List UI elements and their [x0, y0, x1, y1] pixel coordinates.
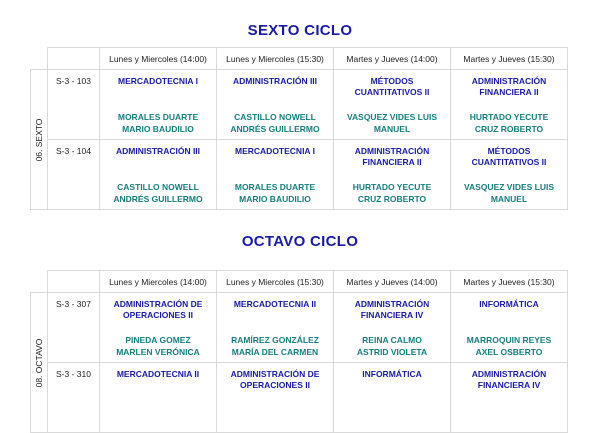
schedule-cell [100, 70, 217, 140]
course-line: OPERACIONES II [240, 380, 310, 390]
course-line: MERCADOTECNIA II [233, 299, 317, 309]
schedule-cell [217, 363, 334, 433]
course-line: MERCADOTECNIA I [235, 146, 315, 156]
course-line: CUANTITATIVOS II [471, 157, 547, 167]
course-name [100, 299, 216, 321]
teacher-line: MARROQUIN REYES [466, 335, 552, 345]
schedule-table-sexto [30, 47, 568, 210]
teacher-name [100, 111, 216, 135]
course-line: ADMINISTRACIÓN III [232, 76, 318, 86]
teacher-line: MANUEL [490, 194, 528, 204]
header-cell: Martes y Jueves (15:30) [451, 271, 568, 293]
table-row [31, 293, 568, 363]
course-name [100, 369, 216, 380]
schedule-cell [451, 140, 568, 210]
course-line: ADMINISTRACIÓN DE [230, 369, 320, 379]
course-line: OPERACIONES II [123, 310, 193, 320]
teacher-name [334, 334, 450, 358]
level-cell [31, 293, 48, 433]
schedule-cell [451, 70, 568, 140]
schedule-cell [451, 293, 568, 363]
teacher-name [334, 111, 450, 135]
table-row [31, 140, 568, 210]
schedule-cell [334, 140, 451, 210]
schedule-cell [334, 363, 451, 433]
header-cell: Martes y Jueves (14:00) [334, 48, 451, 70]
course-name [334, 146, 450, 168]
teacher-line: VASQUEZ VIDES LUIS [346, 112, 438, 122]
teacher-line: MARLEN VERÓNICA [116, 347, 200, 357]
schedule-cell [100, 363, 217, 433]
course-name [217, 76, 333, 87]
teacher-line: VASQUEZ VIDES LUIS [463, 182, 555, 192]
course-line: ADMINISTRACIÓN [471, 369, 547, 379]
course-line: ADMINISTRACIÓN III [115, 146, 201, 156]
course-line: CUANTITATIVOS II [354, 87, 430, 97]
teacher-line: CRUZ ROBERTO [474, 124, 544, 134]
room-cell: S-3 - 103 [48, 70, 100, 140]
course-line: MÉTODOS [487, 146, 531, 156]
section-title-octavo: OCTAVO CICLO [241, 233, 359, 250]
table-row [31, 363, 568, 433]
room-cell: S-3 - 104 [48, 140, 100, 210]
teacher-line: HURTADO YECUTE [352, 182, 432, 192]
course-line: MERCADOTECNIA II [116, 369, 200, 379]
course-line: FINANCIERA IV [477, 380, 541, 390]
teacher-line: ASTRID VIOLETA [356, 347, 428, 357]
section-title-sexto: SEXTO CICLO [247, 22, 353, 39]
schedule-cell [334, 70, 451, 140]
header-cell: Martes y Jueves (15:30) [451, 48, 568, 70]
course-line: ADMINISTRACIÓN [471, 76, 547, 86]
course-line: ADMINISTRACIÓN [354, 299, 430, 309]
schedule-cell [217, 293, 334, 363]
course-name [217, 369, 333, 391]
course-name [217, 146, 333, 157]
teacher-name [100, 334, 216, 358]
teacher-name [217, 181, 333, 205]
teacher-line: CASTILLO NOWELL [117, 182, 199, 192]
header-cell: Lunes y Miercoles (15:30) [217, 48, 334, 70]
course-name [100, 146, 216, 157]
header-cell: Lunes y Miercoles (14:00) [100, 48, 217, 70]
teacher-name [217, 111, 333, 135]
schedule-cell [217, 70, 334, 140]
teacher-name [217, 334, 333, 358]
course-line: INFORMÁTICA [479, 299, 539, 309]
course-name [451, 76, 567, 98]
course-name [334, 76, 450, 98]
course-name [451, 146, 567, 168]
teacher-line: HURTADO YECUTE [469, 112, 549, 122]
course-line: ADMINISTRACIÓN DE [113, 299, 203, 309]
course-line: FINANCIERA IV [360, 310, 424, 320]
teacher-name [451, 181, 567, 205]
schedule-cell [100, 293, 217, 363]
teacher-name [100, 181, 216, 205]
room-cell: S-3 - 310 [48, 363, 100, 433]
teacher-line: AXEL OSBERTO [475, 347, 543, 357]
course-name [451, 299, 567, 310]
schedule-table-octavo [30, 270, 568, 433]
course-name [451, 369, 567, 391]
teacher-line: MORALES DUARTE [234, 182, 316, 192]
course-line: MERCADOTECNIA I [118, 76, 198, 86]
teacher-line: MARÍA DEL CARMEN [231, 347, 319, 357]
teacher-name [334, 181, 450, 205]
course-name [334, 299, 450, 321]
course-line: FINANCIERA II [362, 157, 422, 167]
table-row [31, 70, 568, 140]
course-line: ADMINISTRACIÓN [354, 146, 430, 156]
schedule-cell [451, 363, 568, 433]
teacher-line: CASTILLO NOWELL [234, 112, 316, 122]
header-cell: Lunes y Miercoles (14:00) [100, 271, 217, 293]
level-label: 06. SEXTO [34, 118, 44, 161]
teacher-line: ANDRÉS GUILLERMO [230, 124, 320, 134]
header-cell: Lunes y Miercoles (15:30) [217, 271, 334, 293]
course-line: INFORMÁTICA [362, 369, 422, 379]
teacher-line: MARIO BAUDILIO [239, 194, 311, 204]
course-name [217, 299, 333, 310]
teacher-name [451, 111, 567, 135]
teacher-line: PINEDA GOMEZ [125, 335, 191, 345]
teacher-line: CRUZ ROBERTO [357, 194, 427, 204]
teacher-line: MARIO BAUDILIO [122, 124, 194, 134]
room-cell: S-3 - 307 [48, 293, 100, 363]
teacher-line: ANDRÉS GUILLERMO [113, 194, 203, 204]
level-cell [31, 70, 48, 210]
course-name [100, 76, 216, 87]
course-name [334, 369, 450, 380]
course-line: MÉTODOS [370, 76, 414, 86]
schedule-cell [100, 140, 217, 210]
teacher-line: RAMÍREZ GONZÁLEZ [231, 335, 319, 345]
teacher-line: MORALES DUARTE [117, 112, 199, 122]
level-label: 08. OCTAVO [34, 338, 44, 387]
teacher-line: MANUEL [373, 124, 411, 134]
teacher-line: REINA CALMO [362, 335, 422, 345]
schedule-cell [334, 293, 451, 363]
course-line: FINANCIERA II [479, 87, 539, 97]
header-cell: Martes y Jueves (14:00) [334, 271, 451, 293]
teacher-name [451, 334, 567, 358]
schedule-cell [217, 140, 334, 210]
